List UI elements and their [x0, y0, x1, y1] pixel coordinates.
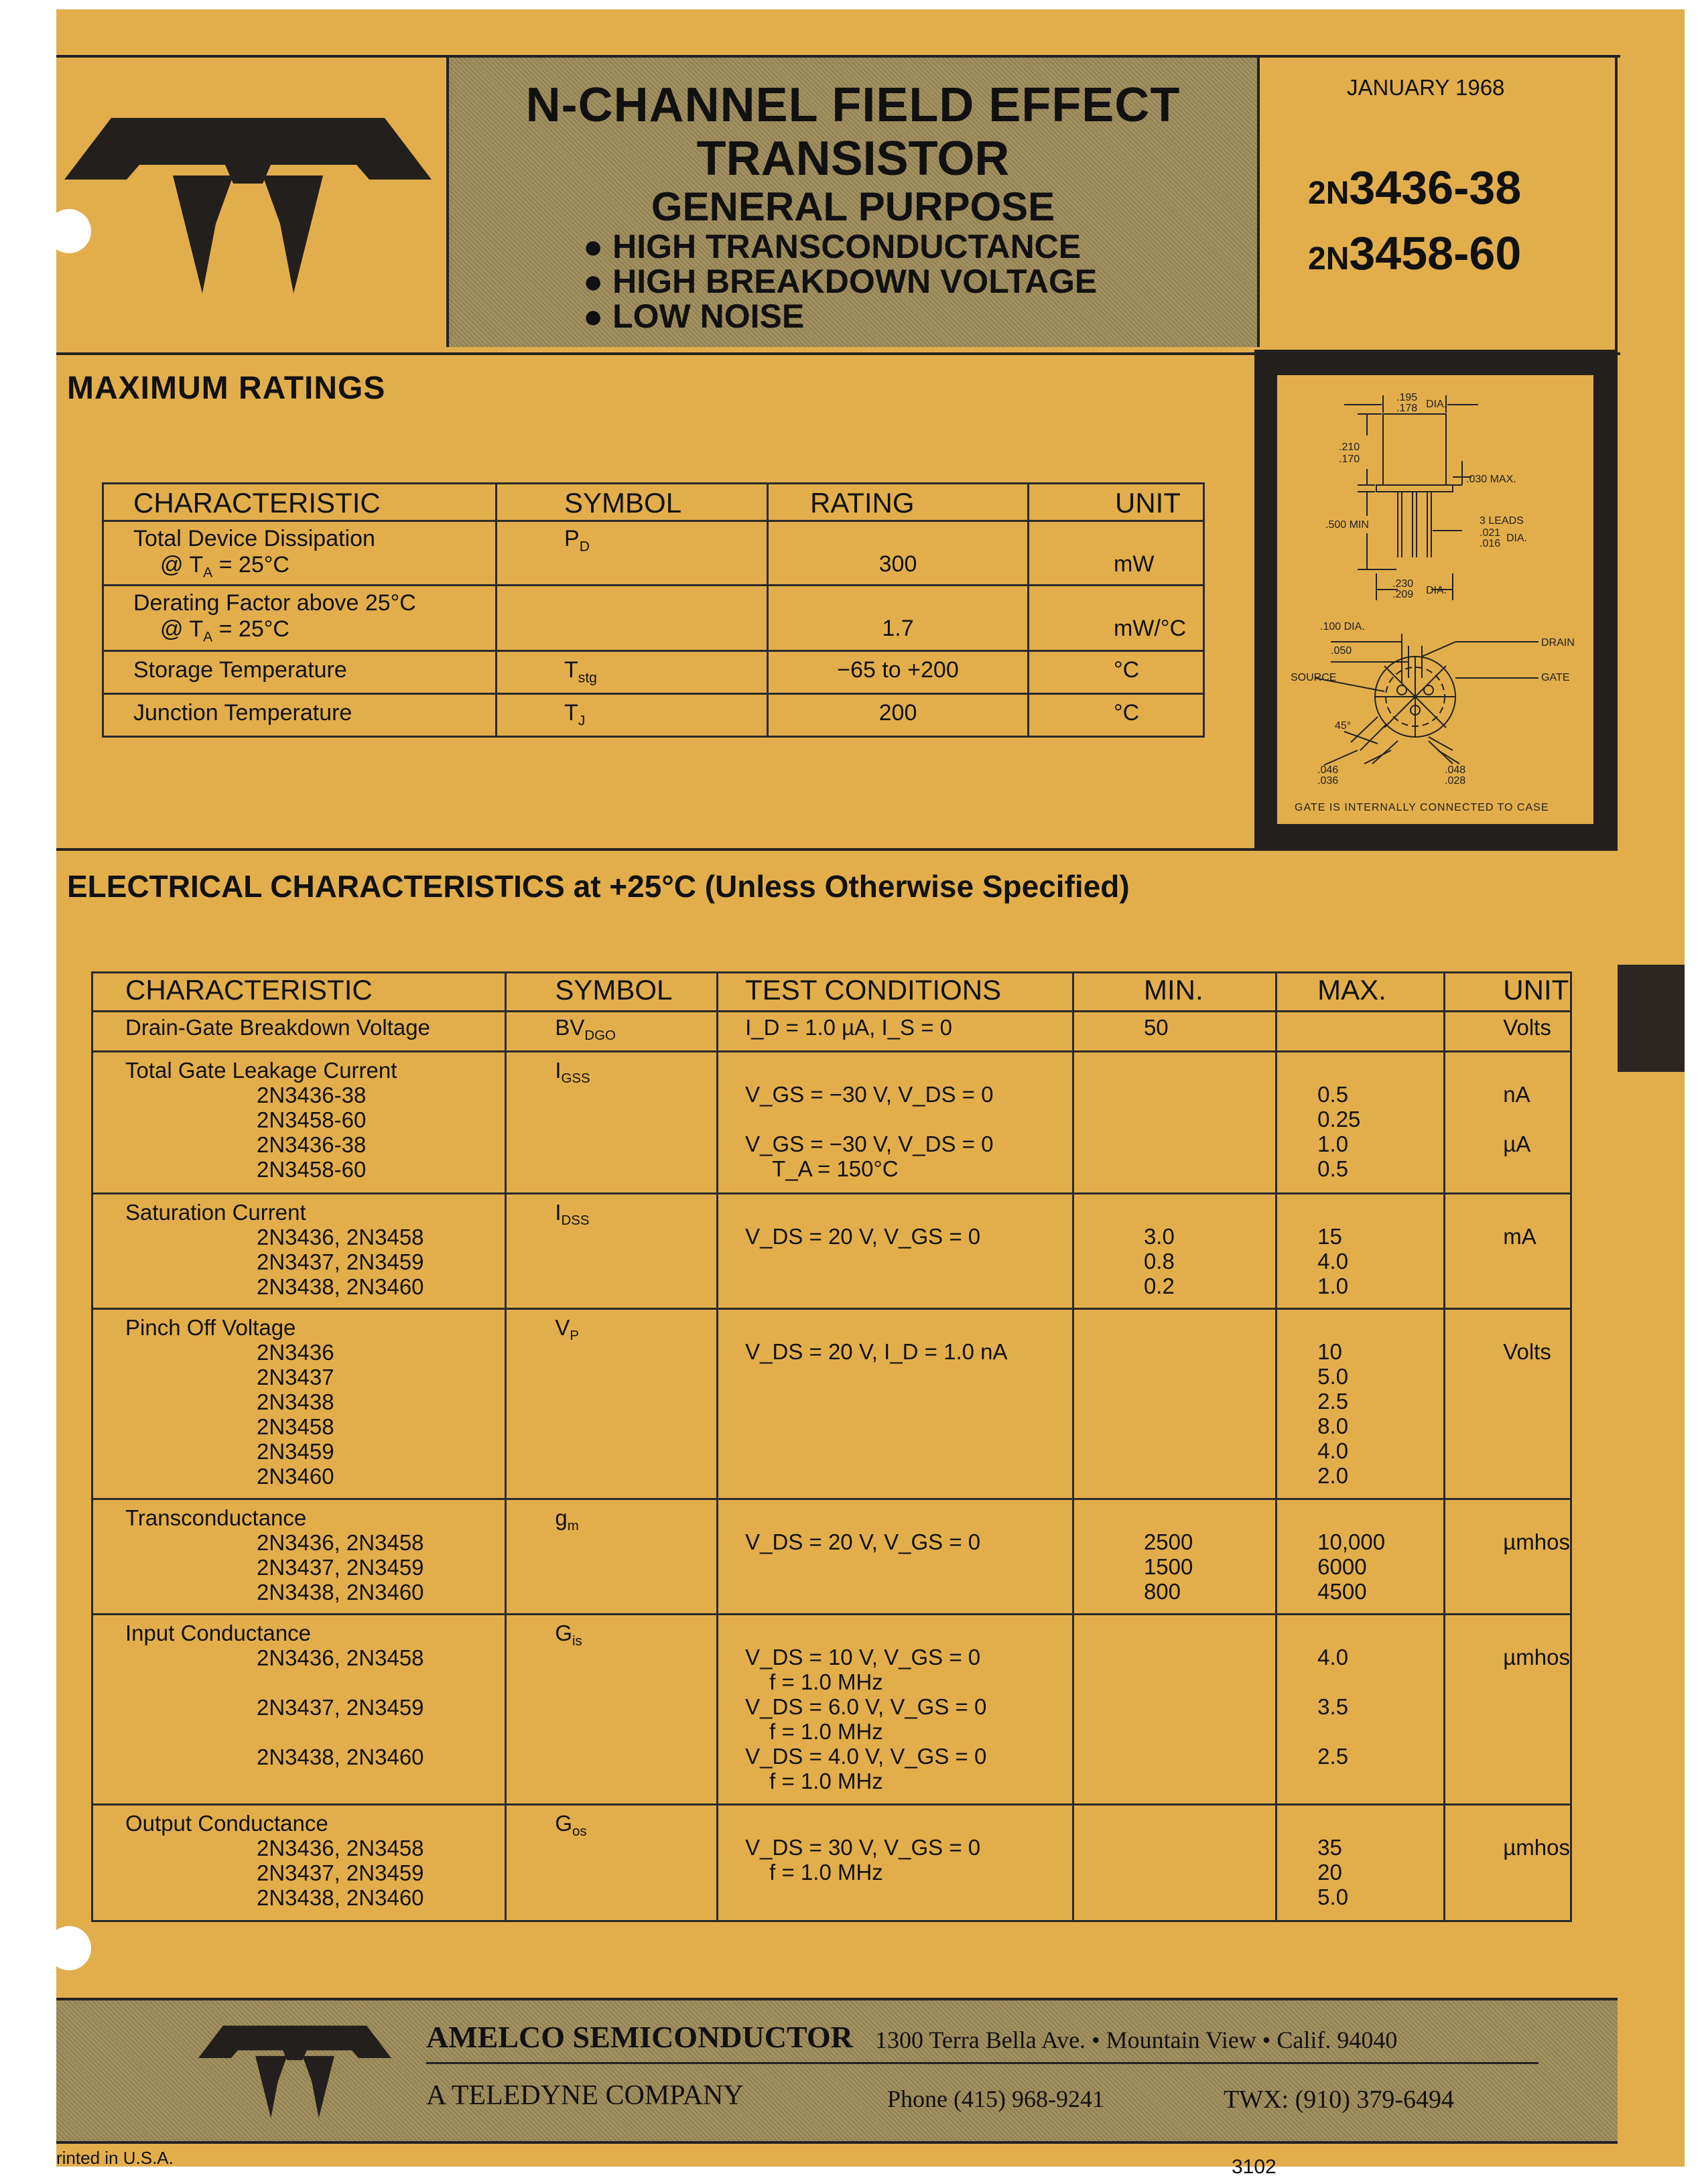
footer-rule: [426, 2062, 1539, 2064]
dim-base-max: .230: [1392, 578, 1414, 590]
issue-date: JANUARY 1968: [1347, 75, 1505, 100]
col-header: SYMBOL: [506, 973, 718, 1012]
feature-list: [583, 229, 1097, 334]
dim-base-dia-label: DIA.: [1426, 585, 1447, 596]
company-name: AMELCO SEMICONDUCTOR: [426, 2020, 853, 2054]
binder-hole-bottom: [47, 1926, 91, 1970]
footer-banner: [56, 1998, 1618, 2144]
case-note: GATE IS INTERNALLY CONNECTED TO CASE: [1295, 802, 1549, 813]
dim-pin-circle: .100 DIA.: [1320, 621, 1365, 632]
col-header: MIN.: [1073, 973, 1276, 1012]
table-row: Junction Temperature $T_J$ 200 °C: [103, 694, 1204, 737]
title-line-1: N-CHANNEL FIELD EFFECT: [525, 78, 1181, 132]
col-header: MAX.: [1276, 973, 1445, 1012]
dim-base-min: .209: [1392, 589, 1414, 600]
pin-drain-label: DRAIN: [1541, 637, 1575, 649]
table-row: Derating Factor above 25°C @ $T_A = 25^\circ C$ 1.7 mW/°C: [103, 586, 1204, 651]
dim-flange-max: .030 MAX.: [1466, 474, 1516, 485]
dim-cap-dia-min: .178: [1396, 403, 1418, 414]
tab-width-max: .046: [1317, 764, 1339, 776]
printed-in-note: rinted in U.S.A.: [56, 2148, 174, 2168]
dim-dia-label: DIA.: [1426, 399, 1447, 410]
dim-lead-length: .500 MIN: [1325, 519, 1369, 531]
package-drawing: [1277, 375, 1593, 824]
pin-source-label: SOURCE: [1291, 672, 1337, 683]
feature-item: ● HIGH BREAKDOWN VOLTAGE: [583, 263, 1098, 300]
max-ratings-heading: MAXIMUM RATINGS: [67, 370, 386, 406]
subtitle: GENERAL PURPOSE: [651, 184, 1055, 229]
tab-width-min: .036: [1317, 775, 1339, 787]
section-divider: [56, 848, 1618, 851]
dim-height-max: .210: [1339, 441, 1360, 453]
part-number-1: 2N3436-38: [1308, 161, 1522, 214]
electrical-heading: ELECTRICAL CHARACTERISTICS at +25°C (Unless Otherwise Specified): [67, 869, 1130, 904]
table-row: Saturation Current 2N3436, 2N3458 2N3437, 2N3459 2N3438, 2N3460 $I_{DSS}$ V_DS = 20 V, V_GS = 0 3.0 0.8 0.2 15 4.0 1.0 mA: [92, 1194, 1571, 1309]
table-row: Total Device Dissipation @ $T_A = 25^\circ C$ $P_D$ 300 mW: [103, 521, 1204, 586]
col-header: UNIT: [1029, 484, 1204, 521]
col-header: CHARACTERISTIC: [92, 973, 506, 1012]
lead-dia-label: DIA.: [1506, 533, 1528, 544]
table-row: Pinch Off Voltage 2N3436 2N3437 2N3438 2N3458 2N3459 2N3460 $V_P$ V_DS = 20 V, I_D = 1.0 nA 10 5.0 2.5 8.0 4.0 2.0 Volts: [92, 1309, 1571, 1499]
table-row: Output Conductance 2N3436, 2N3458 2N3437, 2N3459 2N3438, 2N3460 $G_{os}$ V_DS = 30 V, V_GS = 0 f = 1.0 MHz 35 20 5.0 µmhos: [92, 1805, 1571, 1921]
tab-length-min: .028: [1445, 775, 1466, 787]
col-header: RATING: [768, 484, 1029, 521]
col-header: TEST CONDITIONS: [718, 973, 1073, 1012]
max-ratings-table: [102, 482, 1205, 738]
teledyne-logo-icon: [198, 2022, 391, 2121]
phone-number: Phone (415) 968-9241: [887, 2086, 1104, 2112]
table-row: Drain-Gate Breakdown Voltage $BV_{DGO}$ I_D = 1.0 µA, I_S = 0 50 Volts: [92, 1012, 1571, 1052]
feature-item: ● HIGH TRANSCONDUCTANCE: [583, 228, 1082, 265]
tab-angle: 45°: [1335, 720, 1352, 732]
col-header: CHARACTERISTIC: [103, 484, 497, 521]
teledyne-logo-icon: [64, 111, 432, 299]
tab-length-max: .048: [1445, 764, 1466, 776]
pin-gate-label: GATE: [1541, 672, 1570, 683]
table-row: Total Gate Leakage Current 2N3436-38 2N3458-60 2N3436-38 2N3458-60 $I_{GSS}$ V_GS = −30 V, V_DS = 0 V_GS = −30 V, V_DS = 0 T_A = 150°C 0.5 0.25 1.0 0.5 nA µA: [92, 1052, 1571, 1194]
lead-count: 3 LEADS: [1480, 515, 1524, 527]
electrical-characteristics-table: [91, 971, 1572, 1922]
col-header: UNIT: [1445, 973, 1571, 1012]
lead-dia-min: .016: [1480, 538, 1501, 549]
header-right-border: [1615, 55, 1618, 849]
company-address: 1300 Terra Bella Ave. • Mountain View • Calif. 94040: [875, 2027, 1398, 2053]
title-panel: [446, 58, 1260, 347]
dim-height-min: .170: [1339, 454, 1360, 465]
table-row: Input Conductance 2N3436, 2N3458 2N3437, 2N3459 2N3438, 2N3460 $G_{is}$ V_DS = 10 V, V_GS = 0 f = 1.0 MHz V_DS = 6.0 V, V_GS = 0 f = 1.0 MHz V_DS = 4.0 V, V_GS = 0 f = 1.0 MHz 4.0 3.5 2.5 µmhos: [92, 1615, 1571, 1805]
lead-dia-max: .021: [1480, 527, 1501, 539]
document-number: 3102: [1232, 2156, 1276, 2178]
part-number-2: 2N3458-60: [1308, 227, 1522, 279]
dim-cap-dia-max: .195: [1396, 392, 1418, 403]
dim-pin-spacing: .050: [1331, 645, 1352, 657]
table-row: Storage Temperature $T_{stg}$ −65 to +200 °C: [103, 651, 1204, 694]
index-tab: [1618, 965, 1685, 1072]
table-row: Transconductance 2N3436, 2N3458 2N3437, 2N3459 2N3438, 2N3460 $g_m$ V_DS = 20 V, V_GS = 0 2500 1500 800 10,000 6000 4500 µmhos: [92, 1499, 1571, 1615]
twx-number: TWX: (910) 379-6494: [1224, 2086, 1455, 2114]
title-line-2: TRANSISTOR: [696, 132, 1010, 186]
feature-item: ● LOW NOISE: [583, 297, 805, 335]
col-header: SYMBOL: [497, 484, 768, 521]
parent-company: A TELEDYNE COMPANY: [426, 2080, 744, 2111]
package-outline-panel: [1277, 375, 1593, 824]
